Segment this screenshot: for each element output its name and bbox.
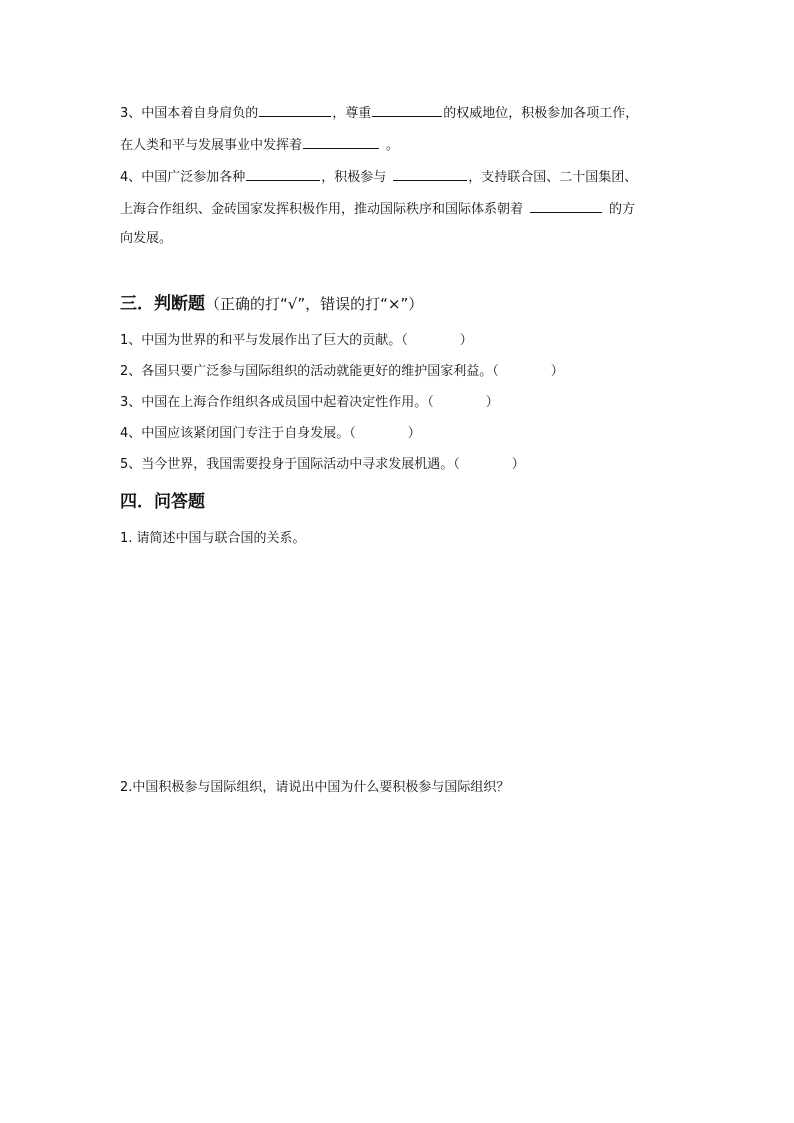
judge-item-4-close: ）: [407, 426, 421, 441]
q4-prefix: 4、中国广泛参加各种: [120, 170, 246, 185]
q3-blank-3[interactable]: [303, 134, 379, 149]
q3-mid1: ，尊重: [332, 106, 372, 121]
fill-in-q3-line1: [120, 102, 680, 124]
judge-item-3-text: 3、中国在上海合作组织各成员国中起着决定性作用。（: [120, 395, 434, 410]
section4-title: [120, 490, 205, 514]
qa-answer-area-1[interactable]: [120, 560, 680, 770]
judge-item-4-text: 4、中国应该紧闭国门专注于自身发展。（: [120, 426, 356, 441]
fill-in-q3-line2: [120, 134, 680, 156]
q3-line2-suffix: 。: [386, 138, 400, 153]
judge-item-2-text: 2、各国只要广泛参与国际组织的活动就能更好的维护国家利益。（: [120, 364, 499, 379]
section3-title: [120, 292, 423, 316]
q3-line2-prefix: 在人类和平与发展事业中发挥着: [120, 138, 303, 153]
q4-blank-1[interactable]: [246, 166, 320, 181]
judge-item-5-close: ）: [511, 457, 525, 472]
fill-in-q4-line3: [120, 229, 680, 249]
section4-title-text: 四．问答题: [120, 492, 205, 512]
q4-blank-3[interactable]: [530, 198, 602, 213]
qa-question-1-text: 1. 请简述中国与联合国的关系。: [120, 531, 306, 546]
judge-item-4: [120, 424, 680, 444]
q4-mid2: ，支持联合国、二十国集团、: [468, 170, 638, 185]
section3-note: （正确的打“√”，错误的打“×”）: [205, 295, 424, 313]
q3-blank-1[interactable]: [259, 102, 331, 117]
q3-blank-2[interactable]: [372, 102, 442, 117]
q3-prefix: 3、中国本着自身肩负的: [120, 106, 259, 121]
q4-blank-2[interactable]: [393, 166, 467, 181]
q3-mid2: 的权威地位，积极参加各项工作，: [443, 106, 639, 121]
fill-in-q4-line1: [120, 166, 680, 188]
q4-line2-suffix: 的方: [609, 202, 636, 217]
judge-item-3: [120, 393, 680, 413]
q4-line2: 上海合作组织、金砖国家发挥积极作用，推动国际秩序和国际体系朝着: [120, 202, 524, 217]
fill-in-q4-line2: [120, 198, 680, 220]
judge-item-5-text: 5、当今世界，我国需要投身于国际活动中寻求发展机遇。（: [120, 457, 460, 472]
qa-question-1: [120, 529, 680, 549]
qa-question-2: [120, 778, 680, 798]
judge-item-2: [120, 362, 680, 382]
judge-item-5: [120, 455, 680, 475]
q4-line3: 向发展。: [120, 231, 173, 246]
judge-item-2-close: ）: [550, 364, 564, 379]
judge-item-1-close: ）: [459, 333, 473, 348]
judge-item-1: [120, 331, 680, 351]
judge-item-1-text: 1、中国为世界的和平与发展作出了巨大的贡献。（: [120, 333, 408, 348]
section3-title-text: 三．判断题: [120, 294, 205, 314]
q4-mid1: ，积极参与: [321, 170, 387, 185]
judge-item-3-close: ）: [485, 395, 499, 410]
qa-question-2-text: 2.中国积极参与国际组织，请说出中国为什么要积极参与国际组织？: [120, 780, 510, 795]
qa-answer-area-2[interactable]: [120, 810, 680, 1070]
